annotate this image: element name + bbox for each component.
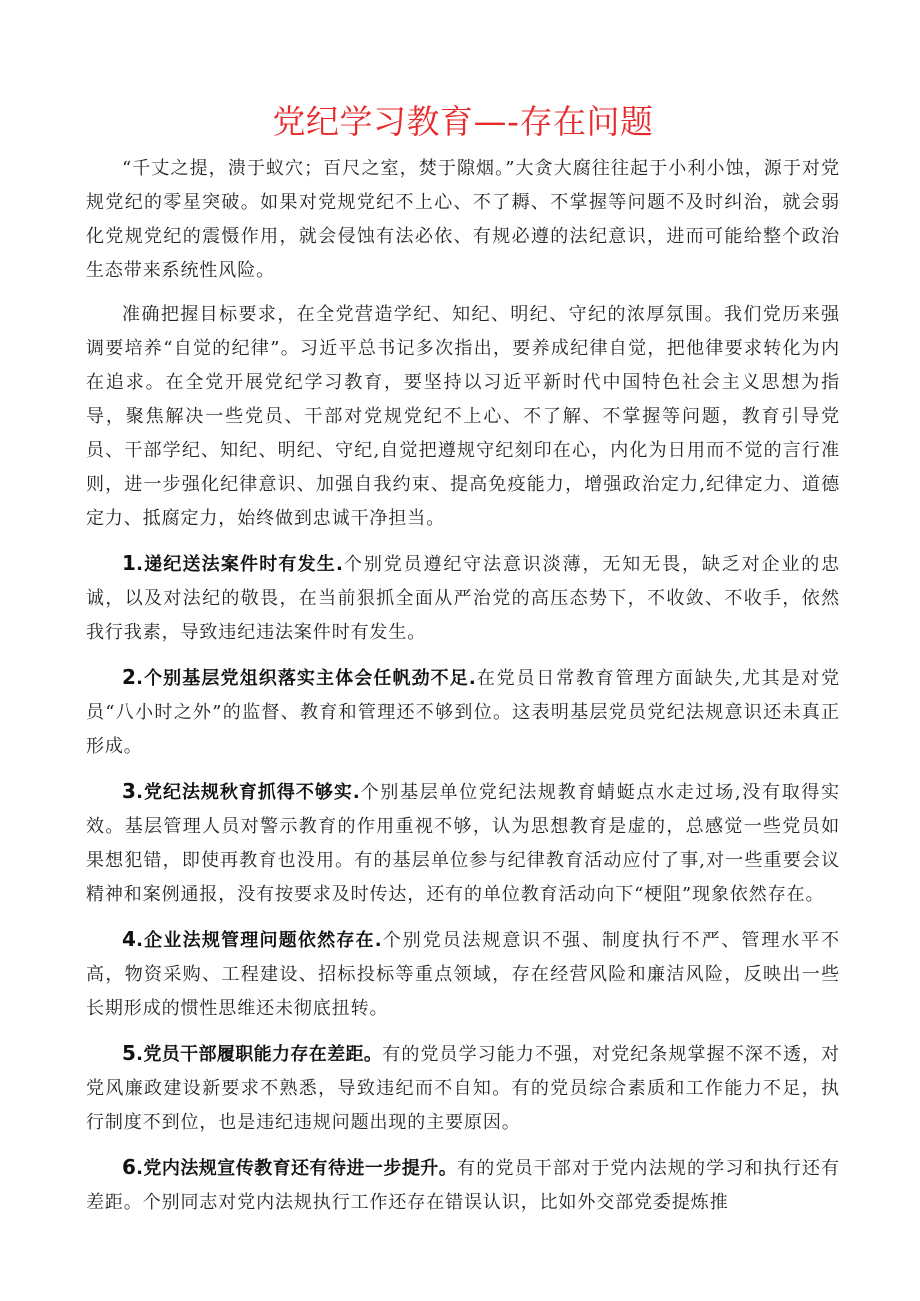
- issue-item-5: [86, 1036, 840, 1140]
- issue-item-1: [86, 546, 840, 650]
- issue-number: 3: [122, 779, 137, 803]
- issue-item-2: [86, 660, 840, 764]
- issue-heading-text: .递纪送法案件时有发生.: [136, 554, 343, 575]
- issue-heading-text: .党纪法规秋育抓得不够实.: [136, 782, 360, 803]
- document-page: [86, 94, 840, 1230]
- issue-body: 个别党员遵纪守法意识淡薄，无知无畏，缺乏对企业的忠诚，以及对法纪的敬畏，在当前狠抓全面从严治党的高压态势下，不收敛、不收手，依然我行我素，导致违纪违法案件时有发生。: [86, 554, 841, 643]
- issue-body: 有的党员学习能力不强，对党纪条规掌握不深不透，对党风廉政建设新要求不熟悉，导致违纪而不自知。有的党员综合素质和工作能力不足，执行制度不到位，也是违纪违规问题出现的主要原因。: [86, 1044, 840, 1133]
- issue-heading: [122, 1041, 383, 1065]
- issue-body: 个别党员法规意识不强、制度执行不严、管理水平不高，物资采购、工程建设、招标投标等重点领域，存在经营风险和廉洁风险，反映出一些长期形成的惯性思维还未彻底扭转。: [86, 930, 840, 1019]
- issue-number: 2: [122, 665, 137, 689]
- issue-number: 4: [122, 927, 137, 951]
- issue-body: 在党员日常教育管理方面缺失,尤其是对党员“八小时之外”的监督、教育和管理还不够到位。这表明基层党员党纪法规意识还未真正形成。: [86, 668, 840, 757]
- issue-heading: [122, 551, 343, 575]
- issue-number: 5: [122, 1041, 137, 1065]
- issue-heading: [122, 927, 382, 951]
- issue-number: 1: [122, 551, 137, 575]
- issue-item-3: [86, 774, 840, 912]
- issue-heading-text: .党员干部履职能力存在差距。: [136, 1044, 383, 1065]
- issue-body: 有的党员干部对于党内法规的学习和执行还有差距。个别同志对党内法规执行工作还存在错误认识，比如外交部党委提炼推: [86, 1158, 841, 1213]
- issue-heading: [122, 665, 476, 689]
- page-title: 党纪学习教育—-存在问题: [272, 102, 654, 141]
- issue-body: 个别基层单位党纪法规教育蜻蜓点水走过场,没有取得实效。基层管理人员对警示教育的作用重视不够，认为思想教育是虚的，总感觉一些党员如果想犯错，即使再教育也没用。有的基层单位参与纪律教育活动应付了事,对一些重要会议精神和案例通报，没有按要求及时传达，还有的单位教育活动向下“梗阻”现象依然存在。: [86, 782, 840, 905]
- issue-heading-text: .个别基层党俎织落实主体会任帆劲不足.: [136, 668, 476, 689]
- intro-paragraph-1: “千丈之提，溃于蚁穴；百尺之室，焚于隙烟。”大贪大腐往往起于小利小蚀，源于对党规党纪的零星突破。如果对党规党纪不上心、不了耨、不掌握等问题不及时纠治，就会弱化党规党纪的震慑作用，就会侵蚀有法必依、有规必遵的法纪意识，进而可能给整个政治生态带来系统性风险。: [86, 158, 840, 281]
- issue-item-4: [86, 922, 840, 1026]
- issue-item-6: [86, 1150, 840, 1220]
- issue-heading-text: .党内法规宣传教育还有待进一步提升。: [136, 1158, 458, 1179]
- issue-heading: [122, 779, 360, 803]
- issue-heading-text: .企业法规管理问题依然存在.: [136, 930, 382, 951]
- intro-paragraph-2: 准确把握目标要求，在全党营造学纪、知纪、明纪、守纪的浓厚氛围。我们党历来强调要培养“自觉的纪律”。习近平总书记多次指出，要养成纪律自觉，把他律要求转化为内在追求。在全党开展党纪学习教育，要坚持以习近平新时代中国特色社会主义思想为指导，聚焦解决一些党员、干部对党规党纪不上心、不了解、不掌握等问题，教育引导党员、干部学纪、知纪、明纪、守纪,自觉把遵规守纪刻印在心，内化为日用而不觉的言行准则，进一步强化纪律意识、加强自我约束、提高免疫能力，增强政治定力,纪律定力、道德定力、抵腐定力，始终做到忠诚干净担当。: [86, 304, 840, 529]
- issue-number: 6: [122, 1155, 137, 1179]
- issue-heading: [122, 1155, 458, 1179]
